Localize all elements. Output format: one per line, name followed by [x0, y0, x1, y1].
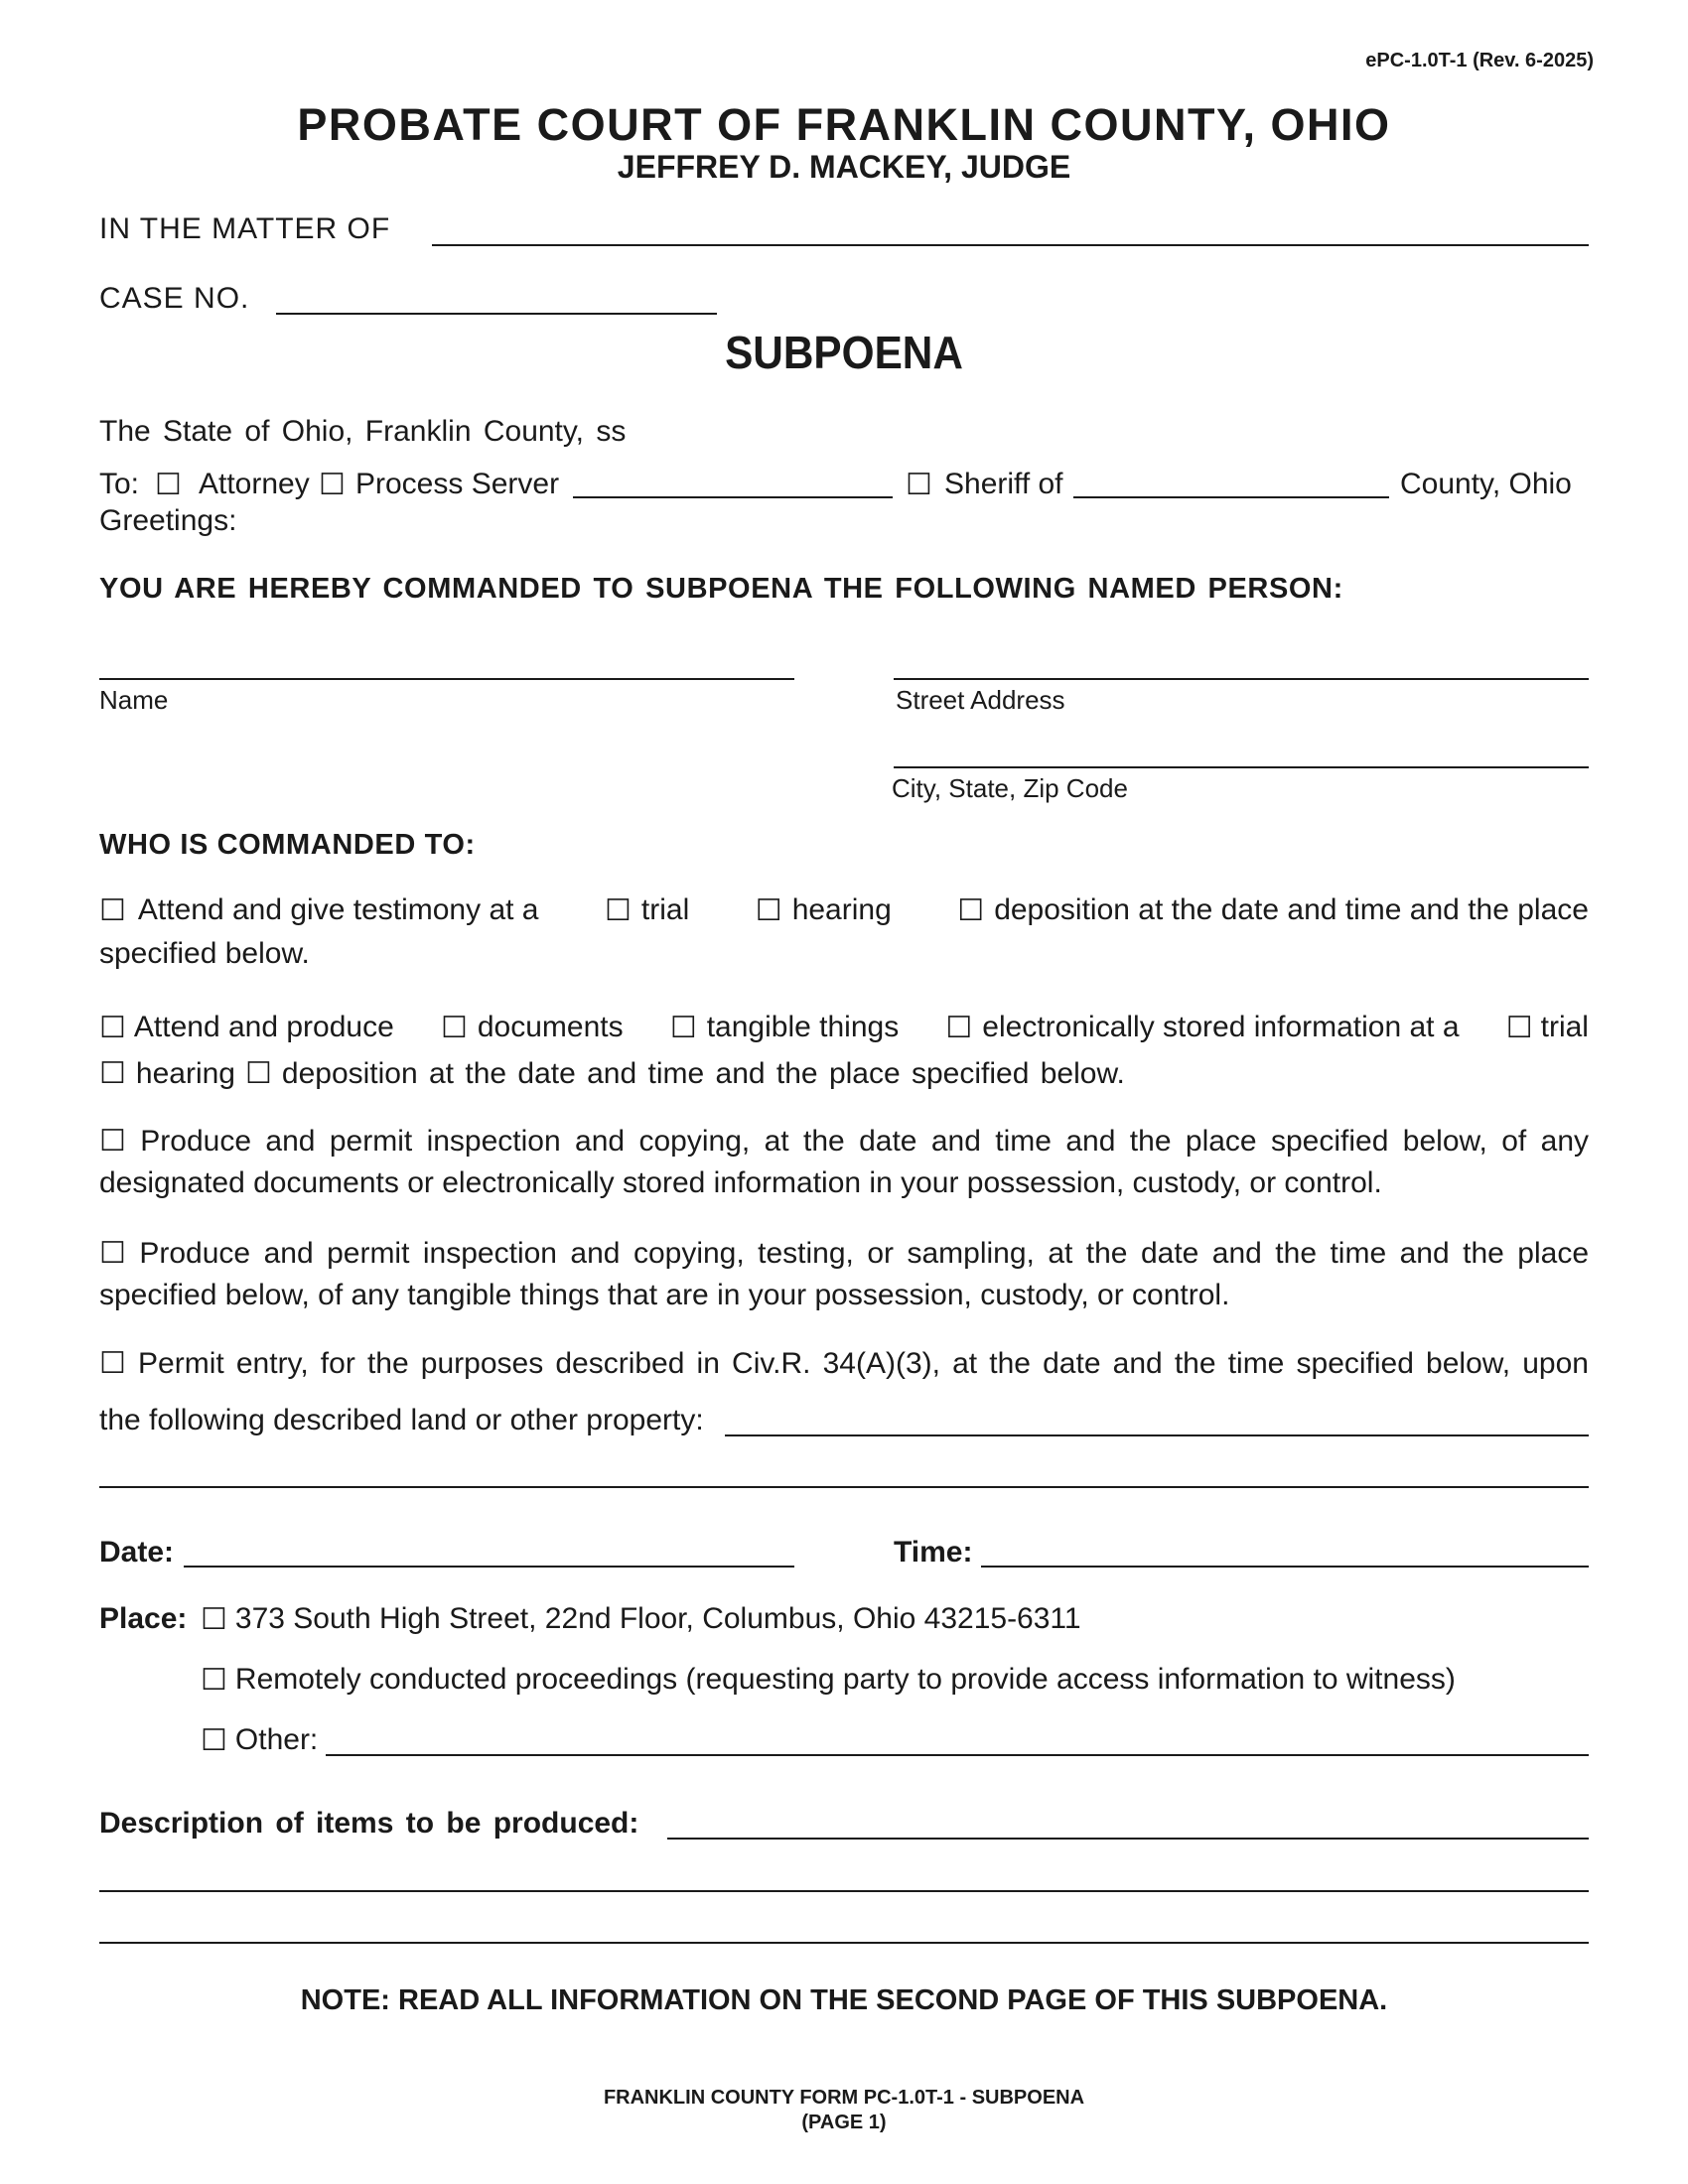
produce-attend-text: Attend and produce [133, 1011, 394, 1043]
option-produce-attend [99, 1011, 1589, 1045]
inspect-tangible-checkbox[interactable]: ☐ [99, 1237, 126, 1270]
commanded-heading: WHO IS COMMANDED TO: [99, 829, 476, 861]
city-state-zip-label: City, State, Zip Code [892, 773, 1128, 803]
description-field-2[interactable] [99, 1890, 1589, 1892]
testimony-deposition-text: deposition at the date and time and the place [994, 893, 1589, 926]
street-address-field[interactable] [894, 678, 1589, 680]
name-label: Name [99, 685, 169, 715]
footer-form-name: FRANKLIN COUNTY FORM PC-1.0T-1 - SUBPOENA [603, 2087, 1085, 2109]
judge-name: JEFFREY D. MACKEY, JUDGE [617, 149, 1071, 185]
testimony-hearing-checkbox[interactable]: ☐ [755, 894, 782, 927]
testimony-deposition-checkbox[interactable]: ☐ [957, 894, 985, 927]
place-other-label: Other: [234, 1723, 319, 1756]
case-label: CASE NO. [99, 282, 250, 315]
matter-field[interactable] [432, 244, 1589, 246]
attorney-label: Attorney [199, 468, 310, 500]
esi-checkbox[interactable]: ☐ [945, 1012, 973, 1044]
date-field[interactable] [184, 1566, 794, 1568]
place-other-option [201, 1723, 318, 1758]
testimony-trial-label: trial [640, 893, 690, 926]
person-name-field[interactable] [99, 678, 794, 680]
option-produce-attend-cont [99, 1056, 1125, 1091]
esi-label: electronically stored information at a [982, 1011, 1460, 1043]
permit-entry-checkbox[interactable]: ☐ [99, 1347, 126, 1380]
produce-deposition-text: deposition at the date and time and the place specified below. [281, 1057, 1125, 1090]
produce-hearing-label: hearing [135, 1057, 235, 1090]
place-label: Place: [99, 1602, 188, 1635]
inspect-documents-text: Produce and permit inspection and copying, at the date and time and the place specified below, of any [140, 1125, 1589, 1158]
property-description-field[interactable] [725, 1434, 1589, 1436]
inspect-tangible-text-cont: specified below, of any tangible things that are in your possession, custody, or control. [99, 1279, 1230, 1311]
description-field-3[interactable] [99, 1942, 1589, 1944]
description-label: Description of items to be produced: [99, 1807, 639, 1840]
process-server-checkbox[interactable]: ☐ [319, 469, 346, 501]
option-permit-entry [99, 1346, 1589, 1381]
command-heading: YOU ARE HEREBY COMMANDED TO SUBPOENA THE FOLLOWING NAMED PERSON: [99, 573, 1343, 605]
form-id: ePC-1.0T-1 (Rev. 6-2025) [1365, 50, 1594, 71]
produce-trial-label: trial [1540, 1011, 1589, 1043]
inspect-documents-text-cont: designated documents or electronically stored information in your possession, custody, or control. [99, 1166, 1382, 1199]
city-state-zip-field[interactable] [894, 766, 1589, 768]
process-server-label: Process Server [355, 468, 560, 500]
greetings-label: Greetings: [99, 504, 237, 537]
date-label: Date: [99, 1536, 175, 1569]
place-other-field[interactable] [326, 1754, 1589, 1756]
sheriff-county-field[interactable] [1073, 496, 1389, 498]
option-testimony [99, 893, 1589, 928]
place-courthouse-address: 373 South High Street, 22nd Floor, Columbus, Ohio 43215-6311 [234, 1602, 1081, 1635]
matter-label: IN THE MATTER OF [99, 212, 391, 245]
description-field[interactable] [667, 1838, 1589, 1840]
place-remote-checkbox[interactable]: ☐ [201, 1664, 227, 1697]
inspect-tangible-text: Produce and permit inspection and copying, testing, or sampling, at the date and the time and the place [139, 1237, 1589, 1270]
tangible-things-checkbox[interactable]: ☐ [669, 1012, 697, 1044]
sheriff-label: Sheriff of [944, 468, 1063, 500]
place-remote-text: Remotely conducted proceedings (requesting party to provide access information to witness) [234, 1663, 1456, 1696]
attorney-checkbox[interactable]: ☐ [155, 469, 182, 501]
documents-checkbox[interactable]: ☐ [440, 1012, 468, 1044]
court-title: PROBATE COURT OF FRANKLIN COUNTY, OHIO [297, 99, 1391, 150]
county-ohio-label: County, Ohio [1400, 468, 1572, 500]
produce-hearing-checkbox[interactable]: ☐ [99, 1057, 126, 1090]
produce-trial-checkbox[interactable]: ☐ [1505, 1012, 1533, 1044]
tangible-things-label: tangible things [706, 1011, 900, 1043]
place-other-checkbox[interactable]: ☐ [201, 1724, 227, 1757]
footer-page-number: (PAGE 1) [801, 2112, 887, 2133]
produce-deposition-checkbox[interactable]: ☐ [244, 1057, 272, 1090]
place-remote-option [201, 1663, 1456, 1698]
street-address-label: Street Address [896, 685, 1065, 715]
inspect-documents-checkbox[interactable]: ☐ [99, 1125, 126, 1158]
place-courthouse-checkbox[interactable]: ☐ [201, 1603, 227, 1636]
documents-label: documents [477, 1011, 624, 1043]
time-label: Time: [894, 1536, 973, 1569]
page-title: SUBPOENA [725, 327, 963, 378]
produce-attend-checkbox[interactable]: ☐ [99, 1012, 126, 1044]
testimony-trial-checkbox[interactable]: ☐ [605, 894, 632, 927]
to-label: To: [99, 468, 140, 500]
time-field[interactable] [981, 1566, 1589, 1568]
property-description-field-2[interactable] [99, 1486, 1589, 1488]
testimony-hearing-label: hearing [791, 893, 892, 926]
testimony-checkbox[interactable]: ☐ [99, 894, 126, 927]
place-courthouse-option [201, 1602, 1081, 1637]
option-inspect-documents [99, 1124, 1589, 1159]
sheriff-checkbox[interactable]: ☐ [906, 469, 932, 501]
option-inspect-tangible [99, 1236, 1589, 1271]
process-server-field[interactable] [573, 496, 893, 498]
permit-entry-text: Permit entry, for the purposes described in Civ.R. 34(A)(3), at the date and the time specified below, upon [138, 1347, 1589, 1380]
venue-line: The State of Ohio, Franklin County, ss [99, 415, 627, 448]
testimony-text-cont: specified below. [99, 937, 310, 970]
case-number-field[interactable] [276, 313, 717, 315]
second-page-note: NOTE: READ ALL INFORMATION ON THE SECOND PAGE OF THIS SUBPOENA. [300, 1984, 1388, 2016]
testimony-text: Attend and give testimony at a [137, 893, 539, 926]
permit-entry-text-cont: the following described land or other property: [99, 1404, 704, 1436]
